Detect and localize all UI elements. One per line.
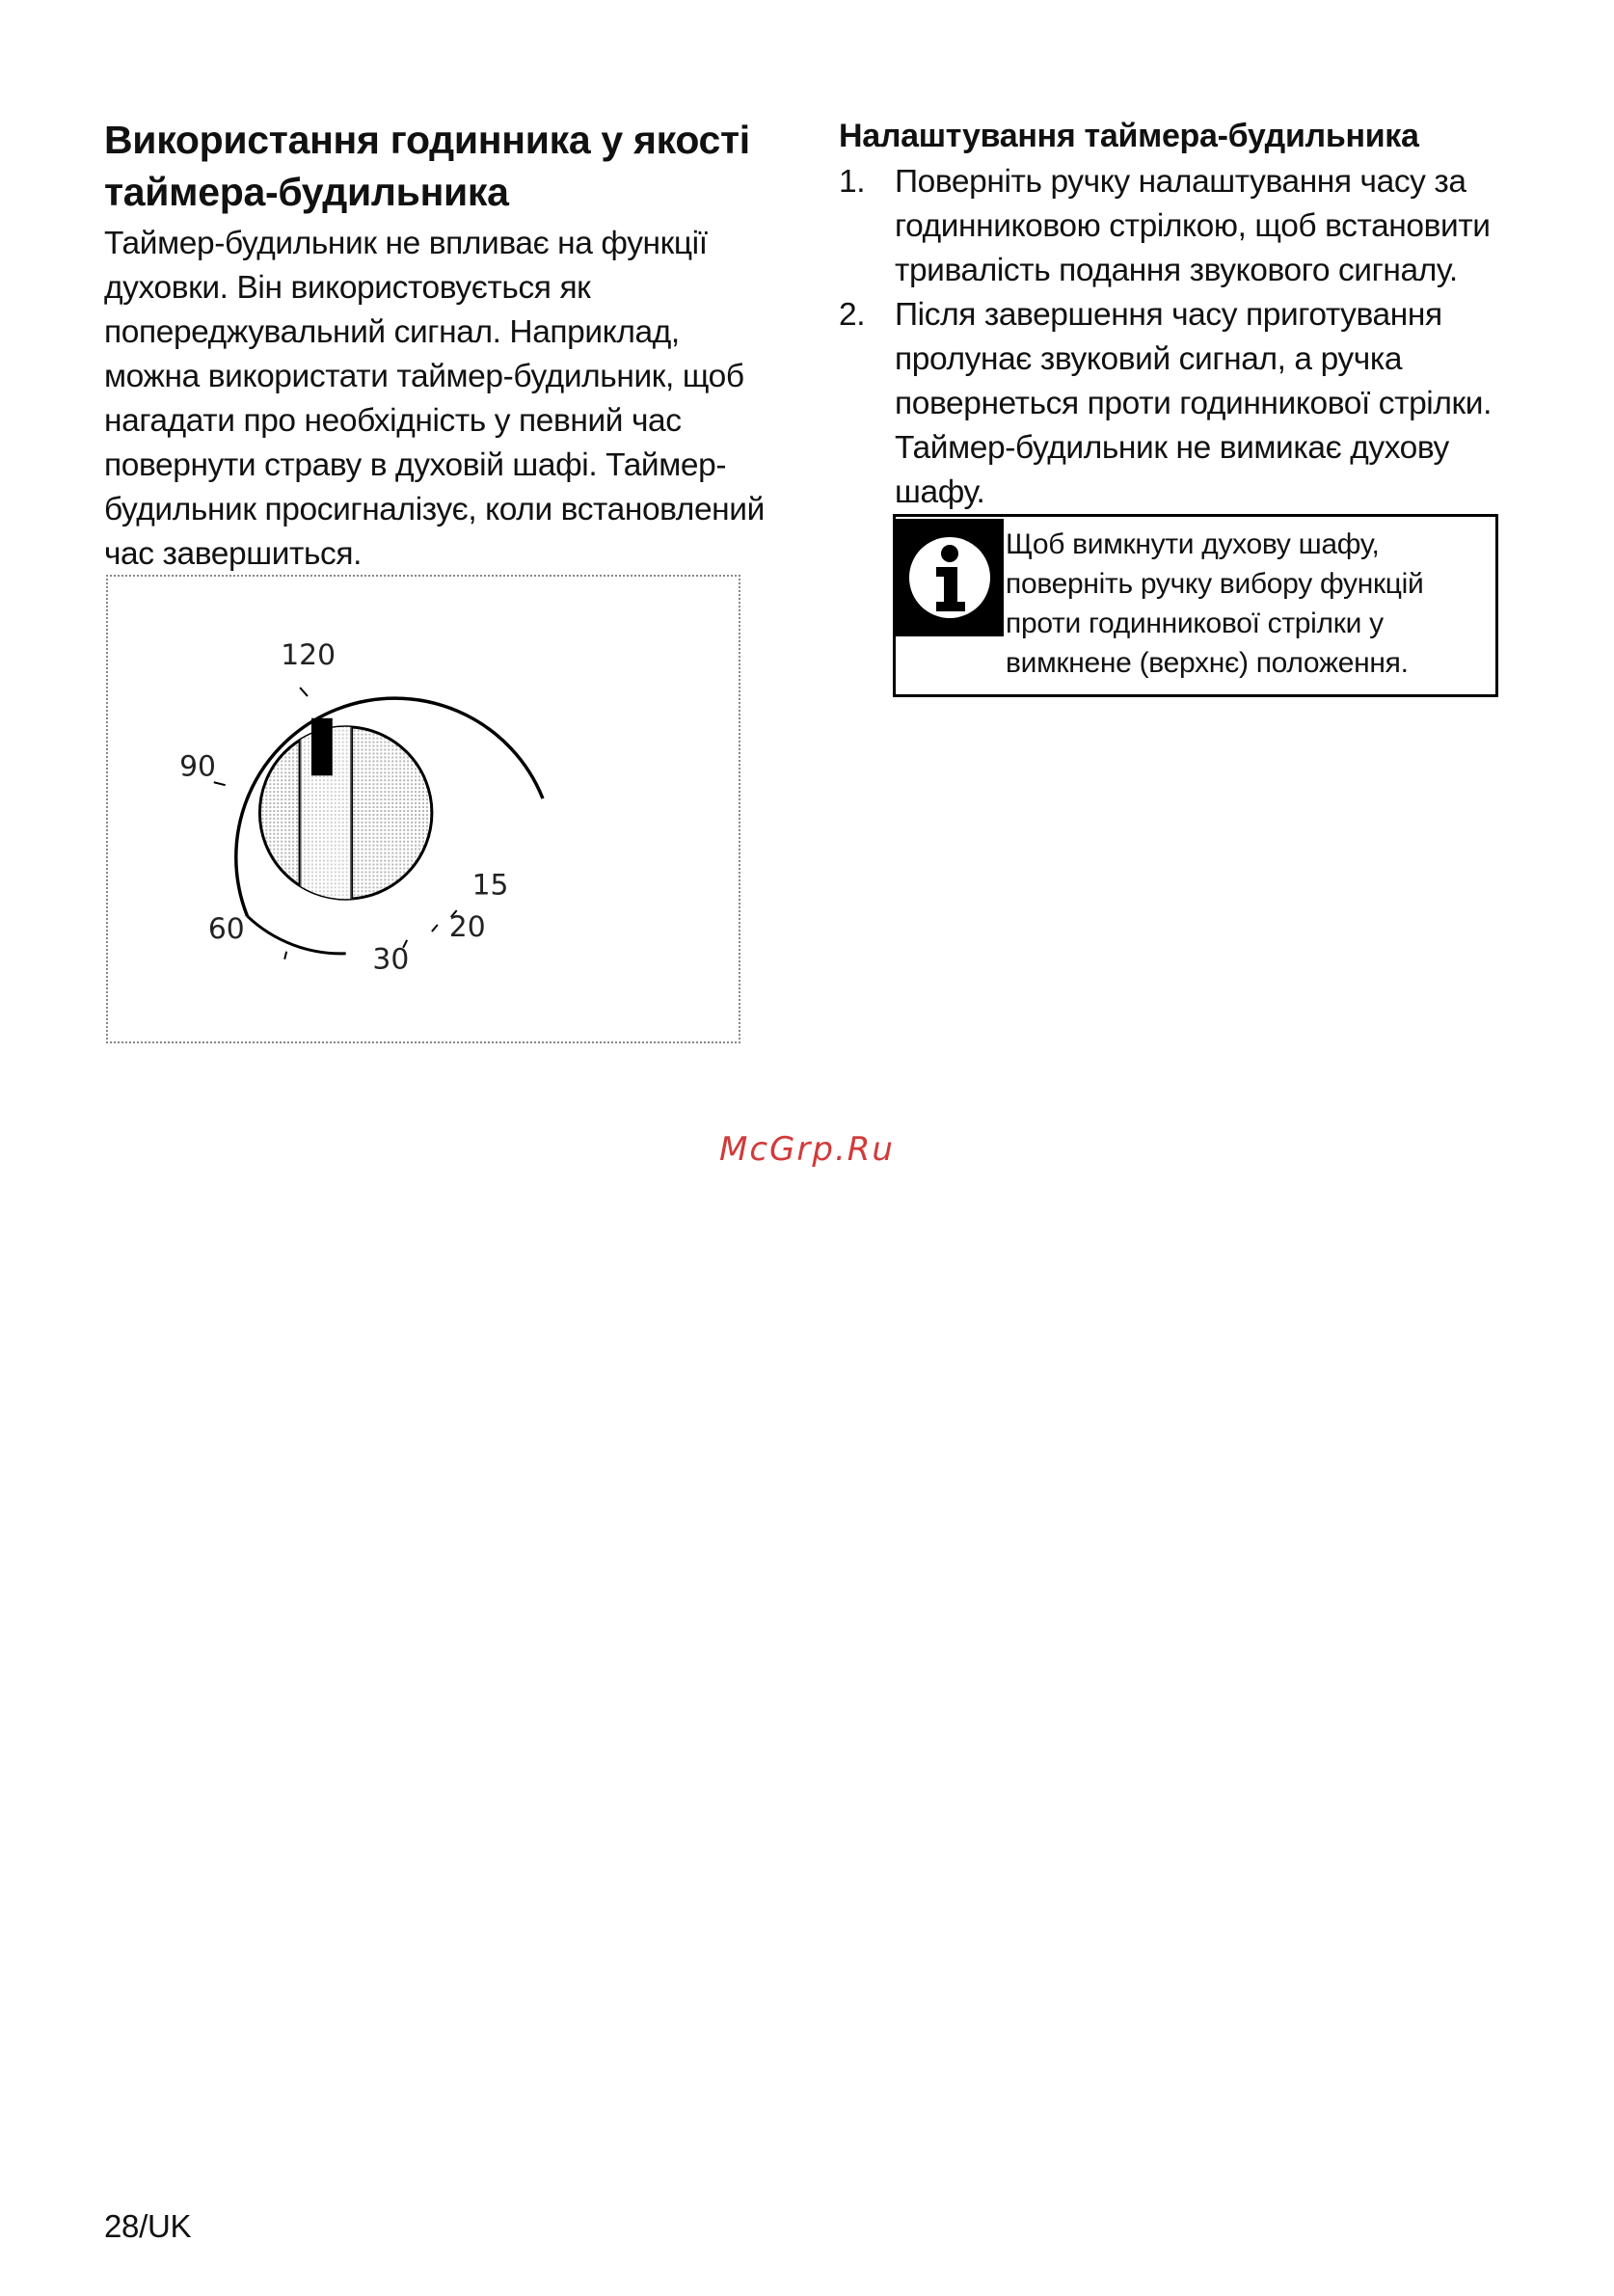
dial-label-60: 60 (207, 911, 245, 946)
paragraph-line: Таймер-будильник не впливає на функції (104, 226, 708, 261)
paragraph-line: нагадати про необхідність у певний час (104, 403, 682, 439)
watermark: McGrp.Ru (719, 1130, 895, 1169)
knob-indicator (311, 718, 333, 776)
tick-mark (432, 925, 438, 932)
note-line: Щоб вимкнути духову шафу, (1006, 528, 1380, 560)
timer-dial-figure (106, 575, 740, 1043)
dial-label-30: 30 (372, 942, 410, 977)
paragraph-line: попереджувальний сигнал. Наприклад, (104, 314, 680, 350)
left-column (104, 114, 779, 577)
intro-paragraph (104, 222, 779, 577)
step-1 (839, 160, 1514, 293)
title-line-1: Використання годинника у якості (104, 118, 750, 162)
paragraph-line: духовки. Він використовується як (104, 270, 591, 306)
step-2 (839, 293, 1514, 515)
note-line: вимкнене (верхнє) положення. (1006, 647, 1409, 679)
note-text (1006, 525, 1488, 683)
timer-dial-illustration (108, 577, 739, 1041)
note-line: поверніть ручку вибору функцій (1006, 568, 1424, 600)
paragraph-line: час завершиться. (104, 536, 362, 572)
subsection-title: Налаштування таймера-будильника (839, 118, 1419, 154)
step-line: Після завершення часу приготування (895, 297, 1442, 333)
tick-mark (284, 952, 286, 959)
step-line: Таймер-будильник не вимикає духову (895, 430, 1449, 466)
paragraph-line: повернути страву в духовій шафі. Таймер- (104, 447, 727, 483)
title-line-2: таймера-будильника (104, 170, 509, 214)
dial-label-20: 20 (448, 909, 486, 944)
paragraph-line: будильник просигналізує, коли встановлений (104, 492, 765, 527)
note-line: проти годинникової стрілки у (1006, 608, 1384, 639)
info-icon (896, 519, 1004, 636)
step-line: повернеться проти годинникової стрілки. (895, 386, 1492, 421)
step-number: 1. (839, 164, 866, 200)
right-column (839, 114, 1514, 515)
dial-scale-arc-bottom (248, 916, 346, 954)
step-number: 2. (839, 297, 866, 333)
info-note (893, 514, 1498, 697)
tick-mark (300, 688, 308, 696)
step-line: тривалість подання звукового сигналу. (895, 253, 1458, 288)
step-line: Поверніть ручку налаштування часу за (895, 164, 1466, 200)
dial-label-15: 15 (471, 868, 509, 903)
paragraph-line: можна використати таймер-будильник, щоб (104, 359, 744, 394)
dial-label-120: 120 (281, 638, 336, 673)
step-line: шафу. (895, 474, 985, 510)
step-line: пролунає звуковий сигнал, а ручка (895, 341, 1403, 377)
step-line: годинниковою стрілкою, щоб встановити (895, 208, 1491, 244)
section-title (104, 114, 779, 218)
page-number: 28/UK (104, 2208, 192, 2244)
dial-label-90: 90 (179, 749, 216, 784)
